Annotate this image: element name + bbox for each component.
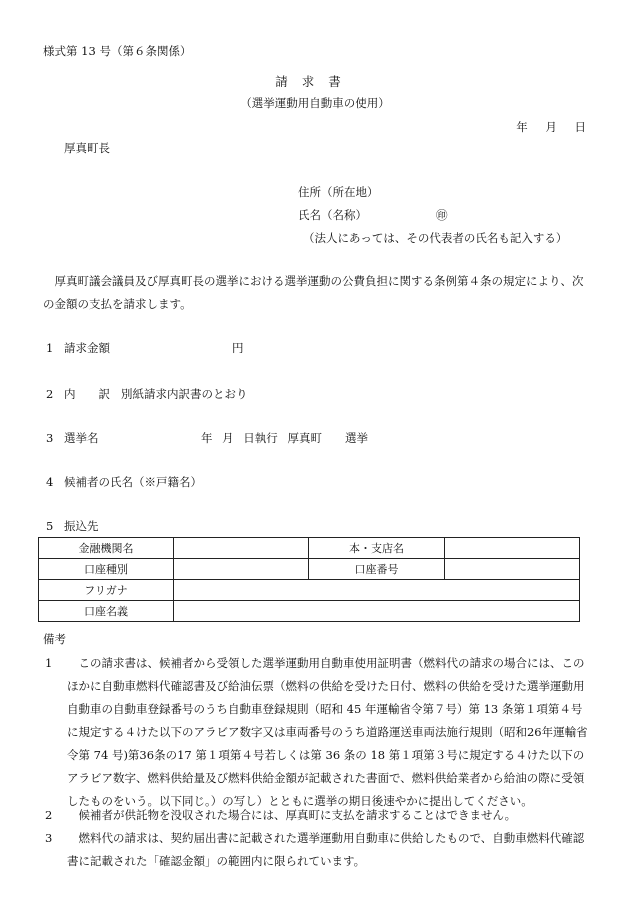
item-election-name [46,430,99,446]
remark-number: 3 [45,831,53,845]
item-candidate-name [46,474,202,490]
table-row [39,601,580,622]
item-number: 1 [46,341,54,355]
election-name-value: 年 月 日執行 厚真町 選挙 [201,431,368,445]
name-label: 氏名（名称） [298,208,367,222]
account-holder-field[interactable] [174,601,580,622]
item-label: 選挙名 [64,431,99,445]
request-body-text: 厚真町議会議員及び厚真町長の選挙における選挙運動の公費負担に関する条例第４条の規定により、次の金額の支払を請求します。 [43,274,584,311]
bank-account-table [38,537,580,622]
table-row [39,559,580,580]
remark-text: この請求書は、候補者から受領した選挙運動用自動車使用証明書（燃料代の請求の場合には、このほかに自動車燃料代確認書及び給油伝票（燃料の供給を受けた日付、燃料の供給を受けた選挙運動用自動車の自動車登録番号のうち自動車登録規則（昭和 45 年運輸省令第７号）第 13 条第１項第４号に規定する４けた以下のアラビア数字又は車両番号のうち道路運送車両法施行規則（昭和26年運輸省令第 74 号)第36条の17 第１項第４号若しくは第 36 条の 18 第１項第３号に規定する４けた以下のアラビア数字、燃料供給量及び燃料供給金額が記載された書面で、燃料供給業者から給油の際に受領したものをいう。以下同じ。）の写し）とともに選挙の期日後速やかに提出してください。 [67,656,588,808]
remark-item [43,652,593,813]
account-number-field[interactable] [445,559,580,580]
remark-text: 燃料代の請求は、契約届出書に記載された選挙運動用自動車に供給したもので、自動車燃料代確認書に記載された「確認金額」の範囲内に限られています。 [67,831,585,868]
item-claim-amount [46,340,110,356]
item-label: 内 訳 [64,387,110,401]
branch-name-field[interactable] [445,538,580,559]
furigana-label: フリガナ [39,580,174,601]
item-breakdown [46,386,110,402]
account-type-field[interactable] [174,559,309,580]
table-row [39,538,580,559]
addressee: 厚真町長 [64,141,110,155]
bank-name-field[interactable] [174,538,309,559]
form-number: 様式第 13 号（第６条関係） [43,44,192,58]
account-type-label: 口座種別 [39,559,174,580]
account-number-label: 口座番号 [309,559,445,580]
document-subtitle: （選挙運動用自動車の使用） [240,96,390,110]
branch-name-label: 本・支店名 [309,538,445,559]
remark-number: 1 [45,656,53,670]
table-row [39,580,580,601]
item-label: 請求金額 [64,341,110,355]
item-label: 候補者の氏名（※戸籍名） [64,475,202,489]
address-label: 住所（所在地） [298,185,379,199]
item-number: 5 [46,519,54,533]
item-number: 3 [46,431,54,445]
document-title: 請求書 [275,74,355,89]
remark-text: 候補者が供託物を没収された場合には、厚真町に支払を請求することはできません。 [78,808,517,822]
item-number: 4 [46,475,54,489]
yen-unit: 円 [232,341,244,355]
remark-number: 2 [45,808,53,822]
item-number: 2 [46,387,54,401]
remark-item [43,827,593,873]
breakdown-value: 別紙請求内訳書のとおり [121,387,248,401]
account-holder-label: 口座名義 [39,601,174,622]
remarks-title: 備考 [43,632,66,646]
seal-mark: ㊞ [436,208,448,222]
name-note: （法人にあっては、その代表者の氏名も記入する） [303,231,568,245]
remark-item [43,804,593,827]
item-transfer-destination [46,518,99,534]
date-field: 年 月 日 [516,120,586,134]
furigana-field[interactable] [174,580,580,601]
item-label: 振込先 [64,519,99,533]
bank-name-label: 金融機関名 [39,538,174,559]
